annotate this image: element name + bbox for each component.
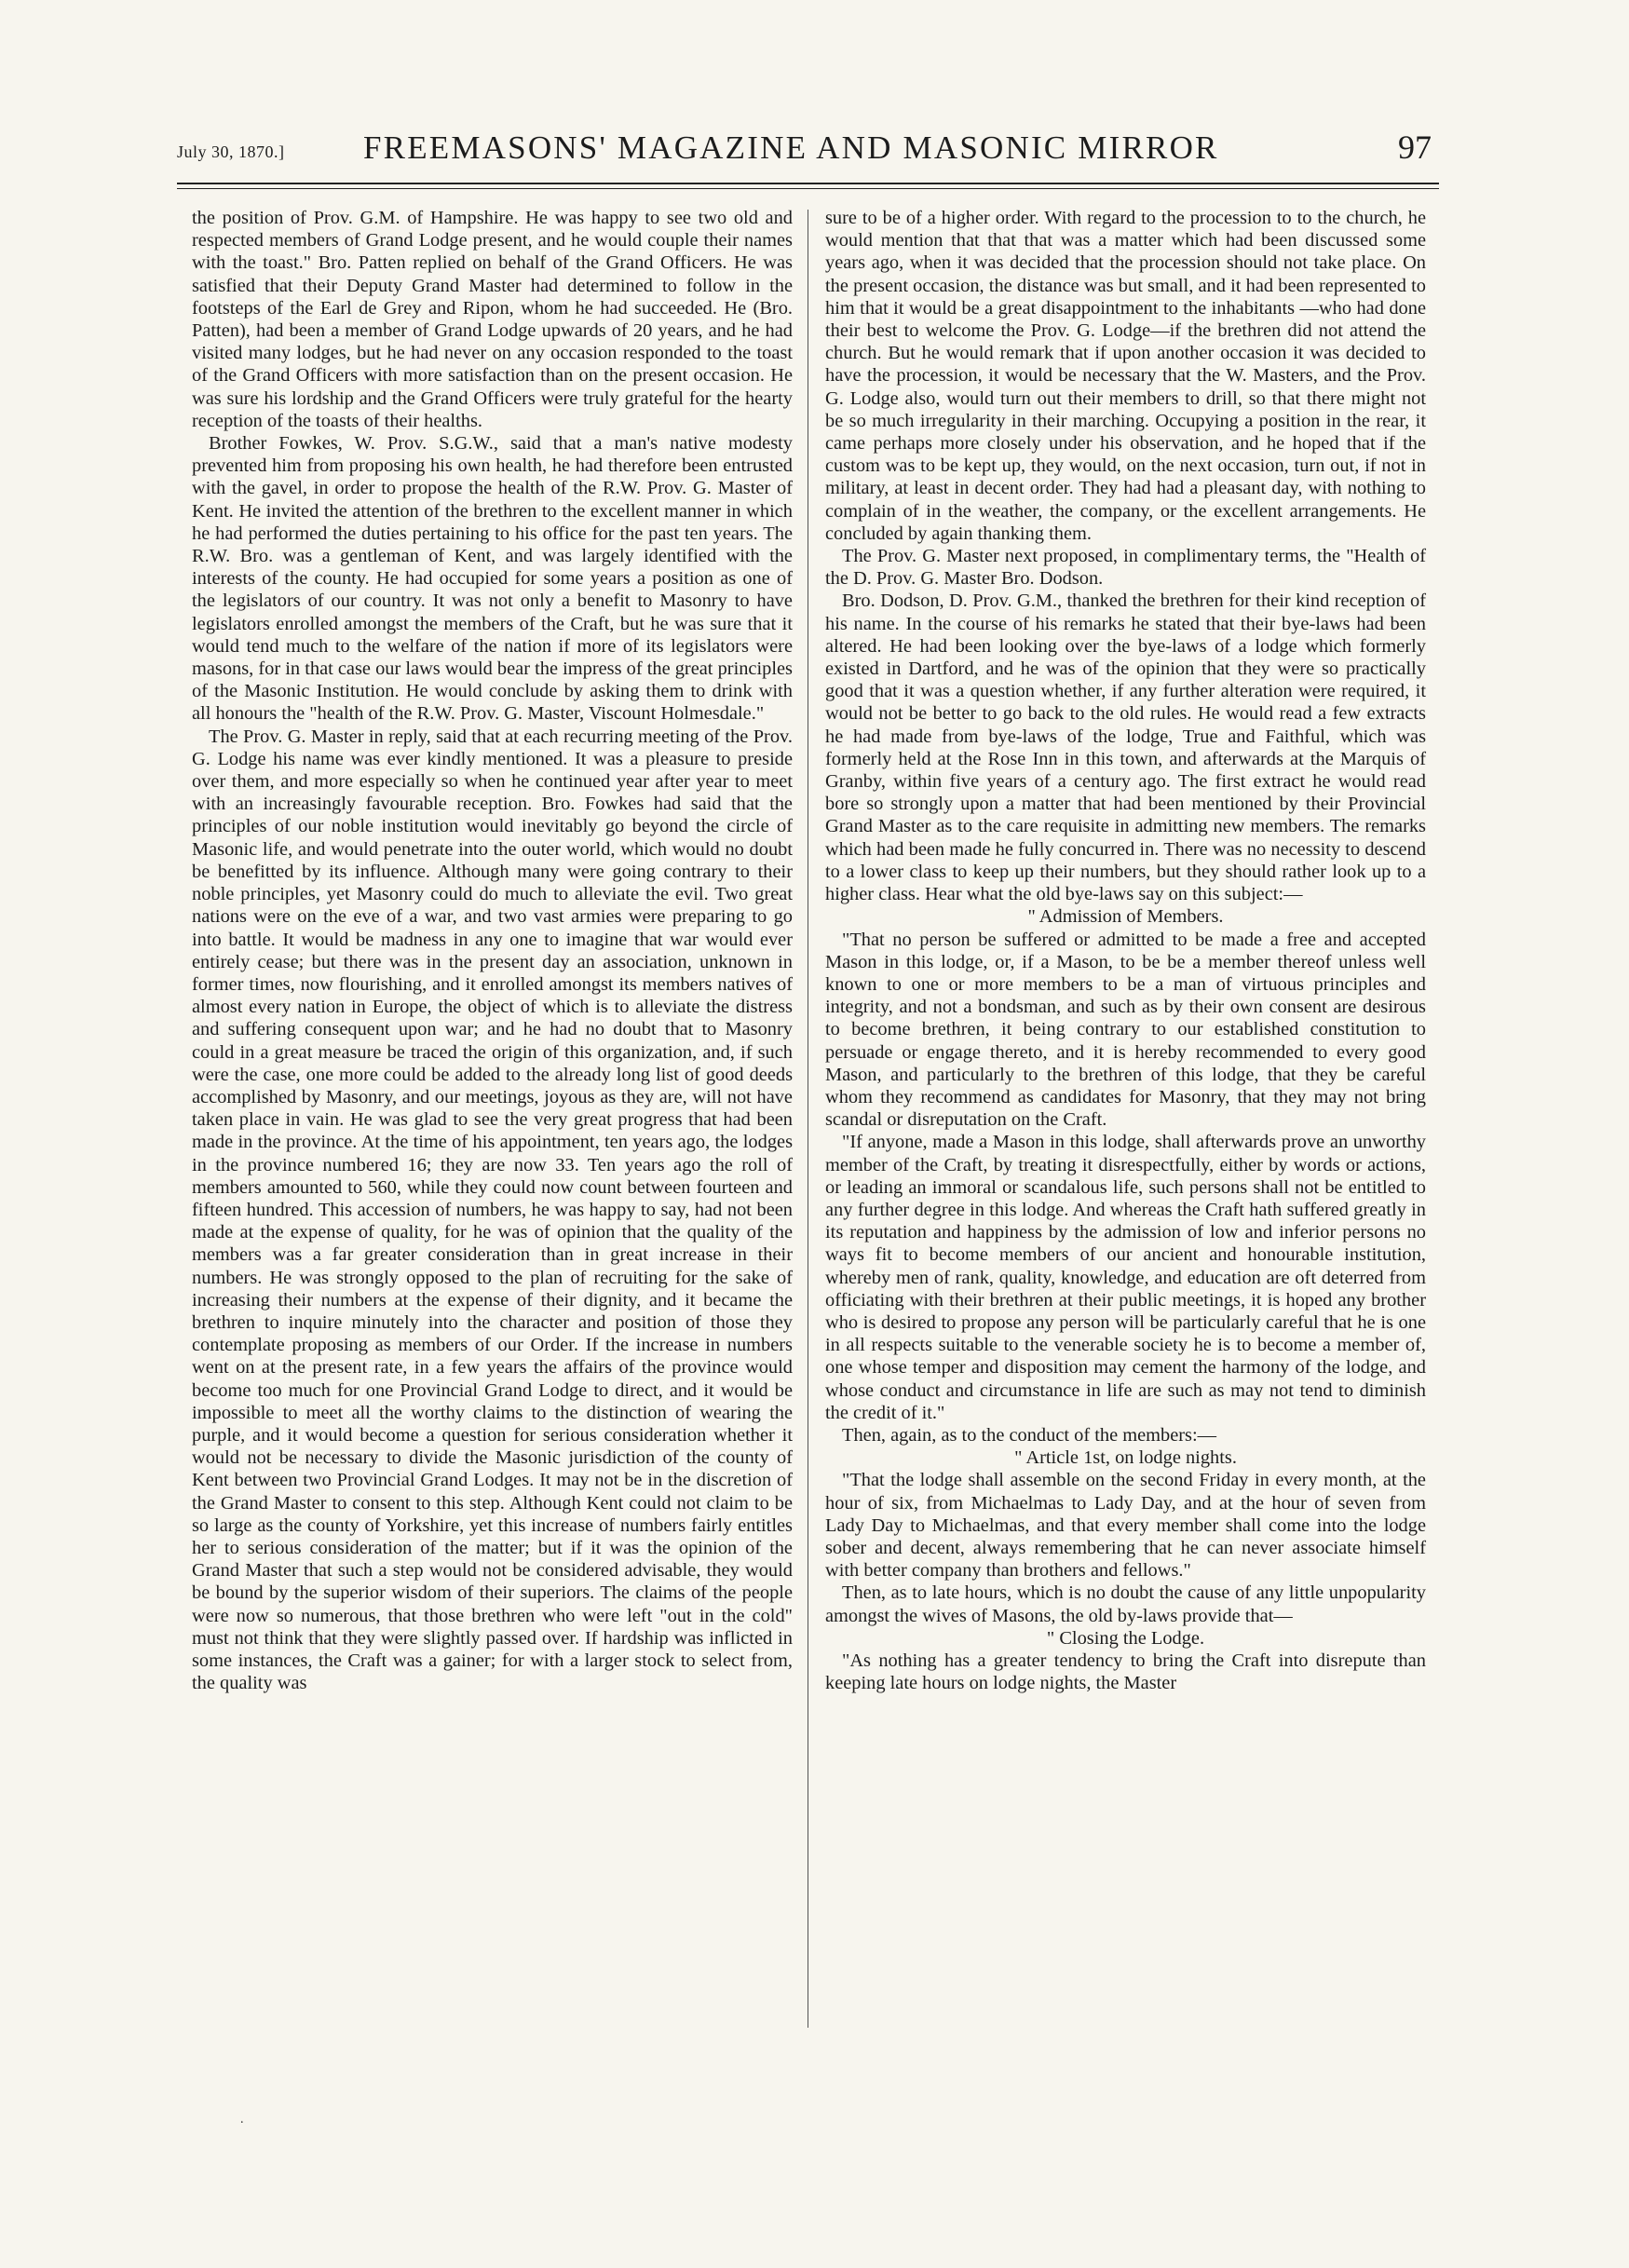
section-heading: " Closing the Lodge. xyxy=(1046,1627,1205,1649)
paragraph: "As nothing has a greater tendency to bring the Craft into disrepute than keeping late hours on lodge nights, the Master xyxy=(825,1650,1426,1694)
right-column xyxy=(825,207,1426,1694)
paragraph: Then, as to late hours, which is no doubt the cause of any little unpopularity amongst the wives of Masons, the old by-laws provide that— xyxy=(825,1582,1426,1626)
paragraph: "That the lodge shall assemble on the second Friday in every month, at the hour of six, from Michaelmas to Lady Day, and at the hour of seven from Lady Day to Michaelmas, and that every member shall come into the lodge sober and decent, always remembering that he can never associate himself with better company than brothers and fellows." xyxy=(825,1470,1426,1582)
page-number: 97 xyxy=(1398,129,1432,166)
paragraph: Brother Fowkes, W. Prov. S.G.W., said that a man's native modesty prevented him from proposing his own health, he had therefore been entrusted with the gavel, in order to propose the health of the R.W. Prov. G. Master of Kent. He invited the attention of the brethren to the excellent manner in which he had performed the duties pertaining to his office for the past ten years. The R.W. Bro. was a gentleman of Kent, and was largely identified with the interests of the county. He had occupied for some years a position as one of the legislators of our country. It was not only a benefit to Masonry to have legislators enrolled amongst the members of the Craft, but he was sure that it would tend much to the welfare of the nation if more of its legislators were masons, for in that case our laws would bear the impress of the great principles of the Masonic Institution. He would conclude by asking them to drink with all honours the "health of the R.W. Prov. G. Master, Viscount Holmesdale." xyxy=(192,433,793,725)
paragraph: Bro. Dodson, D. Prov. G.M., thanked the brethren for their kind reception of his name. In the course of his remarks he stated that their bye-laws had been altered. He had been looking over the bye-laws of a lodge which formerly existed in Dartford, and he was of the opinion that they were so practically good that it was a question whether, if any further alteration were required, it would not be better to go back to the old rules. He would read a few extracts he had made from bye-laws of the lodge, True and Faithful, which was formerly held at the Rose Inn in this town, and afterwards at the Marquis of Granby, within five years of a century ago. The first extract he would read bore so strongly upon a matter that had been mentioned by their Provincial Grand Master as to the care requisite in admitting new members. The remarks which had been made he fully concurred in. There was no necessity to descend to a lower class to keep up their numbers, but they should rather look up to a higher class. Hear what the old bye-laws say on this subject:— xyxy=(825,591,1426,905)
page-header xyxy=(177,126,1439,178)
footer-mark: . xyxy=(240,2112,244,2126)
magazine-title: FREEMASONS' MAGAZINE AND MASONIC MIRROR xyxy=(363,129,1219,166)
header-rule-thick xyxy=(177,183,1439,184)
paragraph: Then, again, as to the conduct of the members:— xyxy=(842,1424,1217,1446)
paragraph: sure to be of a higher order. With regard to the procession to to the church, he would mention that that that was a matter which had been discussed some years ago, when it was decided that the procession should not take place. On the present occasion, the distance was but small, and it had been represented to him that it would be a great disappointment to the inhabitants —who had done their best to welcome the Prov. G. Lodge—if the brethren did not attend the church. But he would remark that if upon another occasion it was decided to have the procession, it would be necessary that the W. Masters, and the Prov. G. Lodge also, would turn out their members to drill, so that there might not be so much irregularity in their marching. Occupying a position in the rear, it came perhaps more closely under his observation, and he hoped that if the custom was to be kept up, they would, on the next occasion, turn out, if not in military, at least in decent order. They had had a pleasant day, with nothing to complain of in the weather, the company, or the excellent arrangements. He concluded by again thanking them. xyxy=(825,208,1426,544)
paragraph: The Prov. G. Master next proposed, in complimentary terms, the "Health of the D. Prov. G. Master Bro. Dodson. xyxy=(825,546,1426,590)
paragraph: The Prov. G. Master in reply, said that at each recurring meeting of the Prov. G. Lodge his name was ever kindly mentioned. It was a pleasure to preside over them, and more especially so when he continued year after year to meet with an increasingly favourable reception. Bro. Fowkes had said that the principles of our noble institution would inevitably go beyond the circle of Masonic life, and would penetrate into the outer world, which would no doubt be benefitted by its influence. Although many were going contrary to their noble principles, yet Masonry could do much to alleviate the evil. Two great nations were on the eve of a war, and two vast armies were preparing to go into battle. It would be madness in any one to imagine that war would ever entirely cease; but there was in the present day an association, unknown in former times, now flourishing, and it enrolled amongst its members natives of almost every nation in Europe, the object of which is to alleviate the distress and suffering consequent upon war; and he had no doubt that to Masonry could in a great measure be traced the origin of this organization, and, if such were the case, one more could be added to the already long list of good deeds accomplished by Masonry, and our meetings, joyous as they are, will not have taken place in vain. He was glad to see the very great progress that had been made in the province. At the time of his appointment, ten years ago, the lodges in the province numbered 16; they are now 33. Ten years ago the roll of members amounted to 560, while they could now count between fourteen and fifteen hundred. This accession of numbers, he was happy to say, had not been made at the expense of quality, for he was of opinion that the quality of the members was a far greater consideration than in great increase in their numbers. He was strongly opposed to the plan of recruiting for the sake of increasing their numbers at the expense of their dignity, and it became the brethren to inquire minutely into the character and position of those they contemplate proposing as members of our Order. If the increase in numbers went on at the present rate, in a few years the affairs of the province would become too much for one Provincial Grand Lodge to direct, and it would be impossible to meet all the worthy claims to the distinction of wearing the purple, and it would become a question for serious consideration whether it would not be necessary to divide the Masonic jurisdiction of the county of Kent between two Provincial Grand Lodges. It may not be in the discretion of the Grand Master to consent to this step. Although Kent could not claim to be so large as the county of Yorkshire, yet this increase of numbers fairly entitles her to serious consideration of the matter; but if it was the opinion of the Grand Master that such a step would not be considered advisable, they would be bound by the superior wisdom of their superiors. The claims of the people were now so numerous, that those brethren who were left "out in the cold" must not think that they were slightly passed over. If hardship was inflicted in some instances, the Craft was a gainer; for with a larger stock to select from, the quality was xyxy=(192,726,793,1694)
section-heading: " Admission of Members. xyxy=(1027,906,1224,928)
paragraph: "That no person be suffered or admitted to be made a free and accepted Mason in this lodge, or, if a Mason, to be be a member thereof unless well known to one or more members to be a man of virtuous principles and integrity, and not a bondsman, and such as by their own consent are desirous to become brethren, it being contrary to our established constitution to persuade or engage thereto, and it is hereby recommended to every good Mason, and particularly to the brethren of this lodge, that they be careful whom they recommend as candidates for Masonry, that they may not bring scandal or disreputation on the Craft. xyxy=(825,929,1426,1131)
header-rule-thin xyxy=(177,188,1439,189)
paragraph: "If anyone, made a Mason in this lodge, shall afterwards prove an unworthy member of the Craft, by treating it disrespectfully, either by words or actions, or leading an immoral or scandalous life, such persons shall not be entitled to any further degree in this lodge. And whereas the Craft hath suffered greatly in its reputation and happiness by the admission of low and inferior persons no ways fit to become members of our ancient and honourable institution, whereby men of rank, quality, knowledge, and education are oft deterred from officiating with their brethren at their public meetings, it is hoped any brother who is desired to propose any person will be particularly careful that he is one in all respects suitable to the venerable society he is to become a member of, one whose temper and disposition may cement the harmony of the lodge, and whose conduct and circumstance in life are such as may not tend to diminish the credit of it." xyxy=(825,1132,1426,1423)
left-column xyxy=(192,207,793,1694)
paragraph: the position of Prov. G.M. of Hampshire. He was happy to see two old and respected members of Grand Lodge present, and he would couple their names with the toast." Bro. Patten replied on behalf of the Grand Officers. He was satisfied that their Deputy Grand Master had determined to follow in the footsteps of the Earl de Grey and Ripon, whom he had succeeded. He (Bro. Patten), had been a member of Grand Lodge upwards of 20 years, and he had visited many lodges, but he had never on any occasion responded to the toast of the Grand Officers with more satisfaction than on the present occasion. He was sure his lordship and the Grand Officers were truly grateful for the hearty reception of the toasts of their healths. xyxy=(192,208,793,431)
section-heading: " Article 1st, on lodge nights. xyxy=(1014,1447,1237,1469)
issue-date: July 30, 1870.] xyxy=(177,143,285,161)
